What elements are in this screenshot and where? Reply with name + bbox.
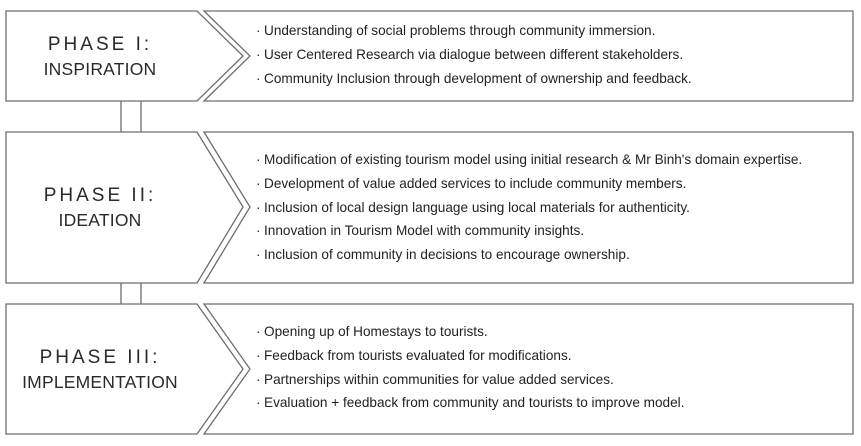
list-item: [256, 148, 802, 172]
phase-1-items: [256, 19, 692, 90]
bullet-marker: ·: [256, 23, 261, 38]
bullet-marker: ·: [256, 199, 261, 215]
list-item: [256, 243, 802, 267]
list-item: [256, 391, 684, 415]
list-item: [256, 368, 684, 392]
phase-3-items: [256, 320, 684, 415]
list-item: [256, 196, 802, 220]
list-item: [256, 19, 692, 43]
list-item: [256, 43, 692, 67]
list-item-text: Development of value added services to include community members.: [264, 175, 687, 191]
phase-2-label: [6, 184, 194, 232]
bullet-marker: ·: [256, 175, 261, 191]
list-item-text: Inclusion of community in decisions to encourage ownership.: [264, 247, 630, 263]
list-item-text: Community Inclusion through development of ownership and feedback.: [264, 70, 692, 86]
phase-3-name: IMPLEMENTATION: [22, 372, 178, 392]
phase-1-label: [6, 33, 194, 81]
phase-3-label: [6, 346, 194, 394]
list-item: [256, 219, 802, 243]
list-item: [256, 172, 802, 196]
phase-2-name: IDEATION: [58, 210, 142, 230]
bullet-marker: ·: [256, 46, 261, 62]
list-item-text: Innovation in Tourism Model with community insights.: [264, 223, 585, 239]
phase-1-name: INSPIRATION: [43, 59, 157, 79]
list-item-text: Opening up of Homestays to tourists.: [264, 324, 488, 339]
bullet-marker: ·: [256, 247, 261, 263]
list-item-text: Modification of existing tourism model using initial research & Mr Binh's domain expertise.: [264, 152, 803, 167]
connector-2-3: [121, 283, 141, 304]
bullet-marker: ·: [256, 347, 261, 363]
bullet-marker: ·: [256, 152, 261, 167]
list-item-text: Feedback from tourists evaluated for modifications.: [264, 347, 572, 363]
list-item: [256, 344, 684, 368]
phase-1-number: PHASE I:: [47, 34, 153, 55]
list-item-text: Inclusion of local design language using local materials for authenticity.: [264, 199, 690, 215]
phase-2-items: [256, 148, 802, 267]
connector-1-2: [121, 101, 141, 132]
bullet-marker: ·: [256, 371, 261, 387]
bullet-marker: ·: [256, 223, 261, 239]
list-item: [256, 67, 692, 91]
bullet-marker: ·: [256, 395, 261, 411]
list-item: [256, 320, 684, 344]
list-item-text: Evaluation + feedback from community and tourists to improve model.: [264, 395, 685, 411]
phase-3-number: PHASE III:: [39, 347, 161, 368]
list-item-text: Understanding of social problems through community immersion.: [264, 23, 656, 38]
list-item-text: User Centered Research via dialogue between different stakeholders.: [264, 46, 684, 62]
bullet-marker: ·: [256, 70, 261, 86]
phase-2-number: PHASE II:: [43, 185, 157, 206]
bullet-marker: ·: [256, 324, 261, 339]
list-item-text: Partnerships within communities for value added services.: [264, 371, 614, 387]
